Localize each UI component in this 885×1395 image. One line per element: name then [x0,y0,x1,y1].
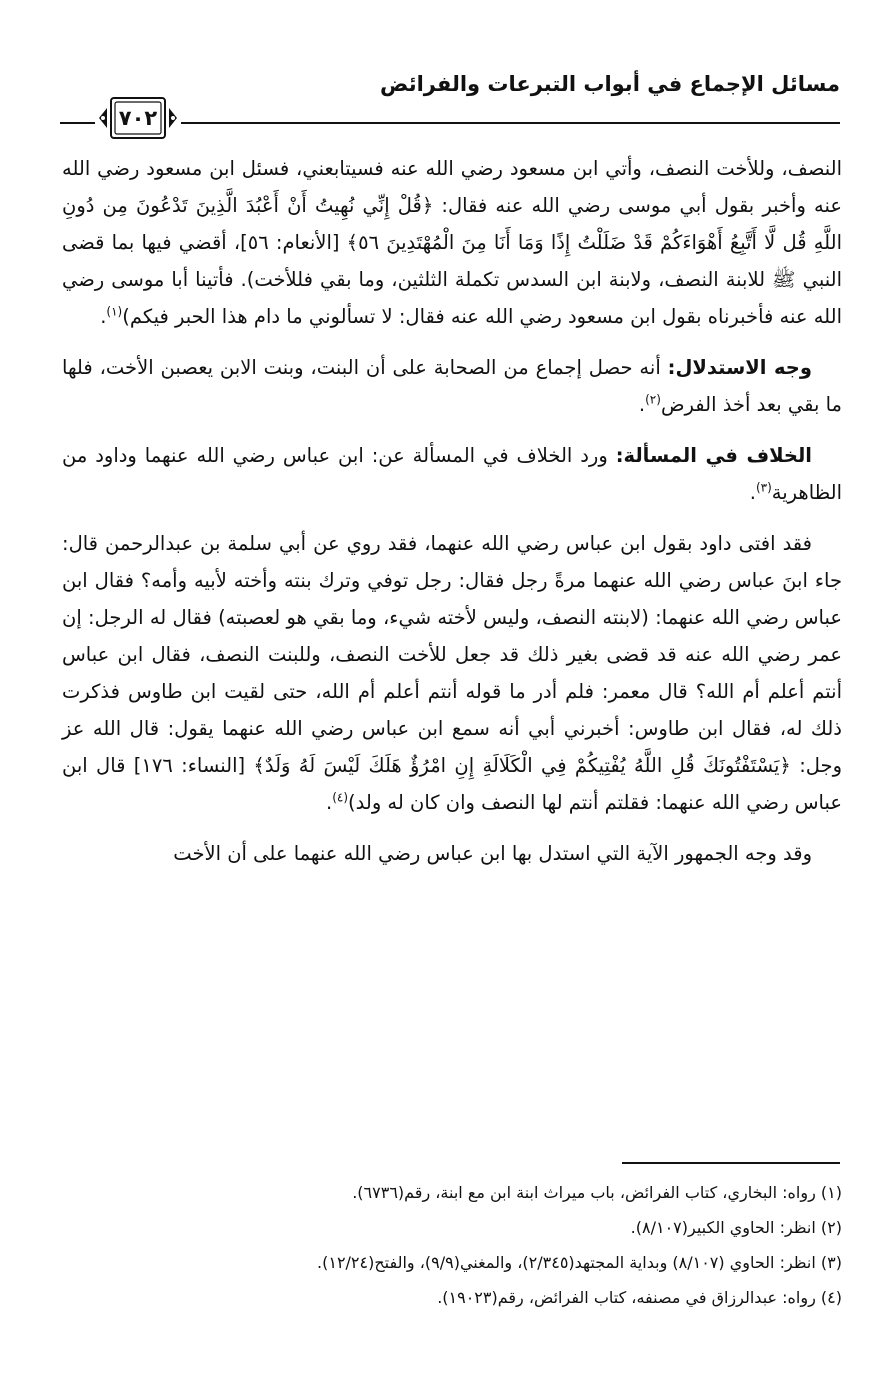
paragraph-4: فقد افتى داود بقول ابن عباس رضي الله عنهما، فقد روي عن أبي سلمة بن عبدالرحمن قال: جاء ابنَ عباس رضي الله عنهما مرةً رجل فقال: رجل توفي وترك بنته وأخته لأبيه وأمه؟ فقال ابن عباس رضي الله عنهما: (لابنته النصف، وليس لأخته شيء، وما بقي هو لعصبته) فقال له الرجل: إن عمر رضي الله عنه قد قضى بغير ذلك قد جعل للأخت النصف، وللبنت النصف، فقال ابن عباس أنتم أعلم أم الله؟ قال معمر: فلم أدر ما قوله أنتم أعلم أم الله، حتى لقيت ابن طاوس فذكرت ذلك له، فقال ابن طاوس: أخبرني أبي أنه سمع ابن عباس رضي الله عنهما يقول: قال الله عز وجل: ﴿يَسْتَفْتُونَكَ قُلِ اللَّهُ يُفْتِيكُمْ فِي الْكَلَالَةِ إِنِ امْرُؤٌ هَلَكَ لَيْسَ لَهُ وَلَدٌ﴾ [النساء: ١٧٦] قال ابن عباس رضي الله عنهما: فقلتم أنتم لها النصف وان كان له ولد)$^{(٤)}$. [62,532,842,814]
footnote-ref-4: (٤) [332,790,349,805]
page-number: ٧٠٢ [118,106,158,130]
footnote-ref-2: (٢) [645,392,661,407]
footnote-ref-3: (٣) [755,480,772,495]
paragraph-2-heading: وجه الاستدلال: [667,356,812,379]
running-title: مسائل الإجماع في أبواب التبرعات والفرائض [380,72,840,96]
footnote-3: (٣) انظر: الحاوي (٨/١٠٧) وبداية المجتهد(٢/٣٤٥)، والمغني(٩/٩)، والفتح(١٢/٢٤). [317,1253,842,1272]
page-number-badge [95,90,181,146]
main-text [62,150,842,886]
paragraph-2-text: أنه حصل إجماع من الصحابة على أن البنت، وبنت الابن يعصبن الأخت، فلها ما بقي بعد أخذ الفرض [62,356,842,416]
footnote-separator [622,1162,840,1164]
paragraph-5 [62,835,842,872]
paragraph-3: الخلاف في المسألة: ورد الخلاف في المسألة عن: ابن عباس رضي الله عنهما وداود من الظاهرية$^{(٣)}$. [62,444,842,504]
footnotes [62,1175,842,1315]
paragraph-5-text: وقد وجه الجمهور الآية التي استدل بها ابن عباس رضي الله عنهما على أن الأخت [173,842,812,865]
paragraph-1-text: النصف، وللأخت النصف، وأتي ابن مسعود رضي الله عنه فسيتابعني، فسئل ابن مسعود رضي الله عنه وأخبر بقول أبي موسى رضي الله عنه فقال: ﴿قُلْ إِنِّي نُهِيتُ أَنْ أَعْبُدَ الَّذِينَ تَدْعُونَ مِن دُونِ اللَّهِ قُل لَّا أَتَّبِعُ أَهْوَاءَكُمْ قَدْ ضَلَلْتُ إِذًا وَمَا أَنَا مِنَ الْمُهْتَدِينَ ٥٦﴾ [الأنعام: ٥٦]، أقضي فيها بما قضى النبي ﷺ للابنة النصف، ولابنة ابن السدس تكملة الثلثين، وما بقي فللأخت). فأتينا أبا موسى رضي الله عنه فأخبرناه بقول ابن مسعود رضي الله عنه فقال: لا تسألوني ما دام هذا الحبر فيكم) [62,157,842,328]
paragraph-3-text: ورد الخلاف في المسألة عن: ابن عباس رضي الله عنهما وداود من الظاهرية [62,444,842,504]
paragraph-4-text: فقد افتى داود بقول ابن عباس رضي الله عنهما، فقد روي عن أبي سلمة بن عبدالرحمن قال: جاء ابنَ عباس رضي الله عنهما مرةً رجل فقال: رجل توفي وترك بنته وأخته لأبيه وأمه؟ فقال ابن عباس رضي الله عنهما: (لابنته النصف، وليس لأخته شيء، وما بقي هو لعصبته) فقال له الرجل: إن عمر رضي الله عنه قد قضى بغير ذلك قد جعل للأخت النصف، وللبنت النصف، فقال ابن عباس أنتم أعلم أم الله؟ قال معمر: فلم أدر ما قوله أنتم أعلم أم الله، حتى لقيت ابن طاوس فذكرت ذلك له، فقال ابن طاوس: أخبرني أبي أنه سمع ابن عباس رضي الله عنهما يقول: قال الله عز وجل: ﴿يَسْتَفْتُونَكَ قُلِ اللَّهُ يُفْتِيكُمْ فِي الْكَلَالَةِ إِنِ امْرُؤٌ هَلَكَ لَيْسَ لَهُ وَلَدٌ﴾ [النساء: ١٧٦] قال ابن عباس رضي الله عنهما: فقلتم أنتم لها النصف وان كان له ولد) [62,532,842,814]
footnote-ref-1: (١) [106,304,123,319]
paragraph-3-heading: الخلاف في المسألة: [615,444,812,467]
paragraph-2: وجه الاستدلال: أنه حصل إجماع من الصحابة على أن البنت، وبنت الابن يعصبن الأخت، فلها ما بقي بعد أخذ الفرض$^{(٢)}$. [62,356,842,416]
page-header [60,60,840,130]
footnote-2: (٢) انظر: الحاوي الكبير(٨/١٠٧). [630,1218,842,1237]
paragraph-1: النصف، وللأخت النصف، وأتي ابن مسعود رضي الله عنه فسيتابعني، فسئل ابن مسعود رضي الله عنه وأخبر بقول أبي موسى رضي الله عنه فقال: ﴿قُلْ إِنِّي نُهِيتُ أَنْ أَعْبُدَ الَّذِينَ تَدْعُونَ مِن دُونِ اللَّهِ قُل لَّا أَتَّبِعُ أَهْوَاءَكُمْ قَدْ ضَلَلْتُ إِذًا وَمَا أَنَا مِنَ الْمُهْتَدِينَ ٥٦﴾ [الأنعام: ٥٦]، أقضي فيها بما قضى النبي ﷺ للابنة النصف، ولابنة ابن السدس تكملة الثلثين، وما بقي فللأخت). فأتينا أبا موسى رضي الله عنه فأخبرناه بقول ابن مسعود رضي الله عنه فقال: لا تسألوني ما دام هذا الحبر فيكم)$^{(١)}$. [62,157,842,328]
footnote-4: (٤) رواه: عبدالرزاق في مصنفه، كتاب الفرائض، رقم(١٩٠٢٣). [437,1288,842,1307]
footnote-1: (١) رواه: البخاري، كتاب الفرائض، باب ميراث ابنة ابن مع ابنة، رقم(٦٧٣٦). [352,1183,842,1202]
